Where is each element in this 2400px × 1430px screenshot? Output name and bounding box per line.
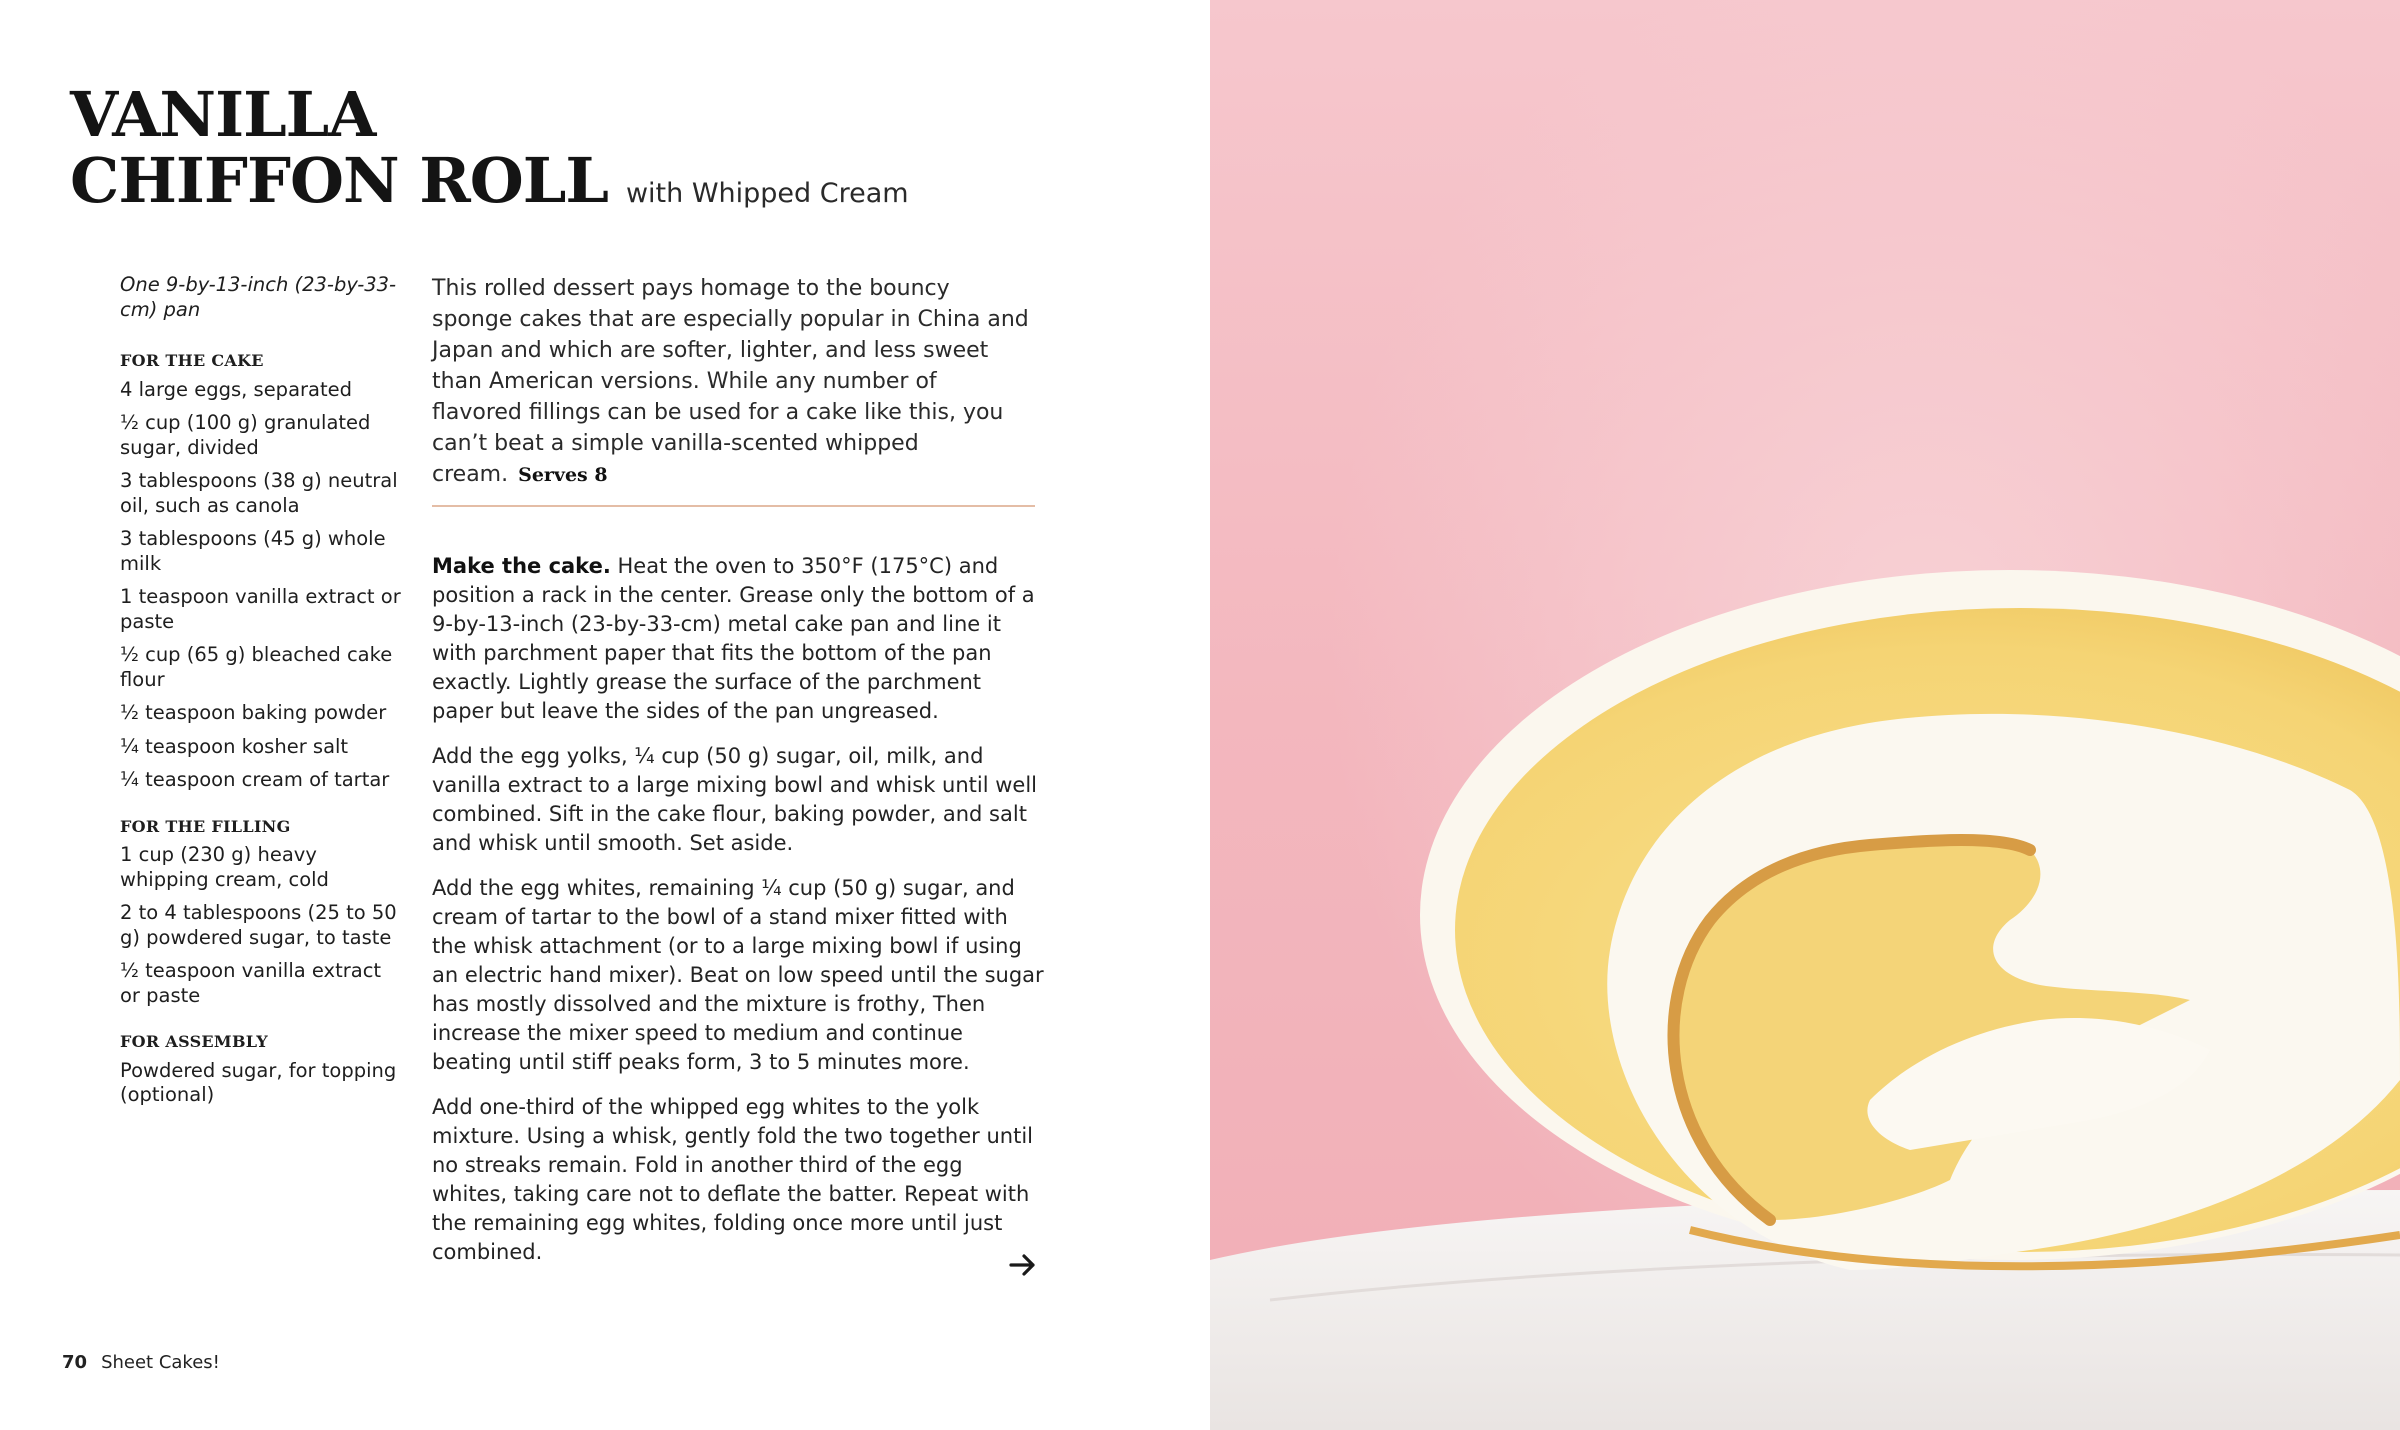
recipe-title bbox=[70, 78, 909, 227]
ingredient-item: 4 large eggs, separated bbox=[120, 377, 353, 401]
arrow-right-icon[interactable] bbox=[1008, 1250, 1038, 1280]
ingredient-item: ½ teaspoon vanilla extract or paste bbox=[120, 959, 382, 1007]
ingredients-section-cake bbox=[120, 349, 402, 793]
ingredient-item: ½ cup (100 g) granulated sugar, divided bbox=[120, 411, 371, 459]
intro-text: This rolled dessert pays homage to the bouncy sponge cakes that are especially popular in China and Japan and which are softer, lighter, and less sweet than American versions. While any number of flavored fillings can be used for a cake like this, you can’t beat a simple vanilla-scented whipped cream. bbox=[432, 276, 1029, 487]
method-paragraph: Add the egg yolks, ¼ cup (50 g) sugar, oil, milk, and vanilla extract to a large mixing bowl and whisk until well combined. Sift in the cake flour, baking powder, and salt and whisk until smooth. Set aside. bbox=[432, 744, 1037, 855]
method-paragraph: Add one-third of the whipped egg whites to the yolk mixture. Using a whisk, gently fold the two together until no streaks remain. Fold in another third of the egg whites, taking care not to deflate the batter. Repeat with the remaining egg whites, folding once more until just combined. bbox=[432, 1095, 1033, 1264]
ingredients-section-filling bbox=[120, 815, 402, 1009]
method-text: Heat the oven to 350°F (175°C) and position a rack in the center. Grease only the bottom of a 9-by-13-inch (23-by-33-cm) metal cake pan and line it with parchment paper that fits the bottom of the pan exactly. Lightly grease the surface of the parchment paper but leave the sides of the pan ungreased. bbox=[432, 554, 1035, 723]
ingredients-heading: FOR THE CAKE bbox=[120, 351, 264, 370]
pan-size: One 9-by-13-inch (23-by-33-cm) pan bbox=[120, 273, 397, 321]
title-line-1: VANILLA bbox=[70, 78, 376, 151]
ingredient-item: ¼ teaspoon cream of tartar bbox=[120, 768, 390, 791]
section-divider bbox=[432, 505, 1035, 507]
serves-count: Serves 8 bbox=[518, 464, 608, 486]
ingredient-item: 3 tablespoons (45 g) whole milk bbox=[120, 527, 386, 575]
page-number: 70 bbox=[62, 1352, 88, 1373]
ingredients-section-assembly bbox=[120, 1030, 402, 1108]
recipe-subtitle: with Whipped Cream bbox=[625, 178, 909, 209]
ingredient-item: ¼ teaspoon kosher salt bbox=[120, 734, 349, 758]
page-footer bbox=[62, 1352, 220, 1373]
ingredient-item: 1 cup (230 g) heavy whipping cream, cold bbox=[120, 843, 329, 891]
ingredient-item: Powdered sugar, for topping (optional) bbox=[120, 1058, 397, 1106]
ingredient-item: 2 to 4 tablespoons (25 to 50 g) powdered sugar, to taste bbox=[120, 901, 397, 949]
cake-photo bbox=[1210, 0, 2400, 1430]
ingredients-heading: FOR THE FILLING bbox=[120, 816, 291, 836]
ingredient-item: 1 teaspoon vanilla extract or paste bbox=[120, 585, 401, 633]
book-title: Sheet Cakes! bbox=[101, 1352, 220, 1373]
title-line-2: CHIFFON ROLL bbox=[70, 144, 608, 217]
method-paragraph bbox=[432, 552, 1044, 726]
method-steps bbox=[432, 552, 1044, 1283]
method-paragraph: Add the egg whites, remaining ¼ cup (50 g) sugar, and cream of tartar to the bowl of a stand mixer fitted with the whisk attachment (or to a large mixing bowl if using an electric hand mixer). Beat on low speed until the sugar has mostly dissolved and the mixture is frothy, Then increase the mixer speed to medium and continue beating until stiff peaks form, 3 to 5 minutes more. bbox=[432, 876, 1044, 1074]
ingredients-heading: FOR ASSEMBLY bbox=[120, 1032, 269, 1051]
ingredient-item: ½ teaspoon baking powder bbox=[120, 701, 387, 724]
ingredient-item: ½ cup (65 g) bleached cake flour bbox=[120, 643, 393, 691]
ingredients-column bbox=[120, 273, 402, 1130]
recipe-intro bbox=[432, 273, 1032, 491]
ingredient-item: 3 tablespoons (38 g) neutral oil, such as canola bbox=[120, 469, 398, 517]
method-lead: Make the cake. bbox=[432, 554, 611, 578]
